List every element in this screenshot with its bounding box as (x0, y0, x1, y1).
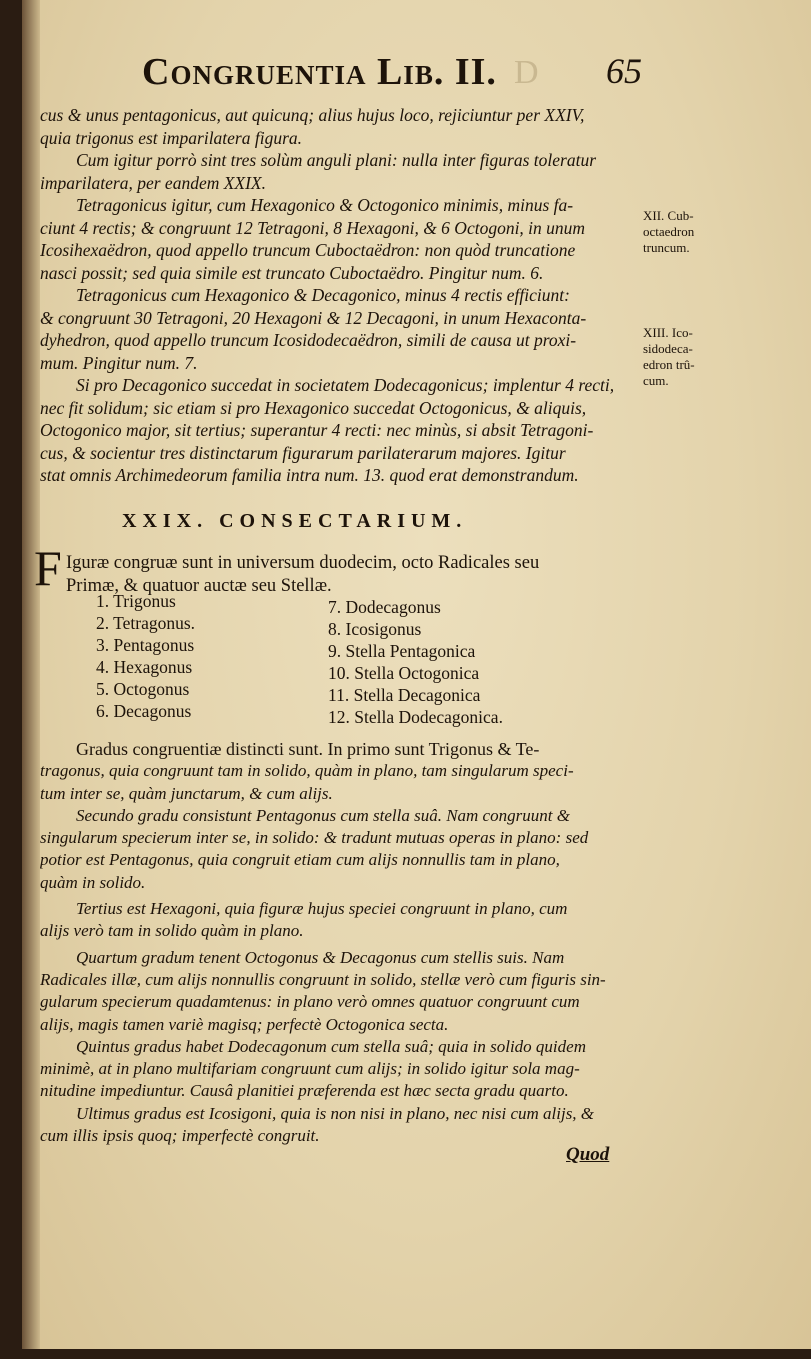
text-line: Icosihexaëdron, quod appello truncum Cuboctaëdron: non quòd truncatione (40, 240, 576, 260)
text-line: cum illis ipsis quoq; imperfectè congruit. (40, 1126, 320, 1146)
text-line: Tertius est Hexagoni, quia figuræ hujus speciei congruunt in plano, cum (76, 899, 568, 919)
text-line: cus & unus pentagonicus, aut quicunq; alius hujus loco, rejiciuntur per XXIV, (40, 105, 585, 125)
text-line: cus, & socientur tres distinctarum figurarum parilaterarum majores. Igitur (40, 442, 566, 463)
list-item: 4. Hexagonus (96, 657, 193, 677)
paragraph (40, 149, 640, 194)
figures-list-left (96, 590, 195, 722)
paragraph (40, 947, 630, 1036)
text-line: Primæ, & quatuor auctæ seu Stellæ. (66, 576, 332, 596)
list-item: 2. Tetragonus. (96, 613, 196, 633)
book-spine-shadow (0, 0, 22, 1359)
text-line: Tetragonicus cum Hexagonico & Decagonico, minus 4 rectis efficiunt: (76, 285, 570, 305)
text-line: Gradus congruentiæ distincti sunt. In primo sunt Trigonus & Te- (76, 739, 540, 759)
marginal-line: XII. Cub- (643, 208, 694, 223)
text-line: potior est Pentagonus, quia congruit etiam cum alijs nonnullis tam in plano, (40, 850, 560, 870)
text-line: tragonus, quia congruunt tam in solido, quàm in plano, tam singularum speci- (40, 761, 574, 781)
marginal-line: XIII. Ico- (643, 325, 693, 340)
paragraph (40, 898, 630, 943)
marginal-note (643, 325, 695, 389)
text-line: imparilatera, per eandem XXIX. (40, 172, 266, 193)
figures-list-right (328, 596, 503, 728)
list-item: 7. Dodecagonus (328, 597, 441, 617)
bleed-through-mark: D (514, 54, 543, 91)
text-line: nec fit solidum; sic etiam si pro Hexagonico succedat Octogonicus, & aliquis, (40, 397, 587, 418)
text-line: Ultimus gradus est Icosigoni, quia is non nisi in plano, nec nisi cum alijs, & (76, 1103, 595, 1123)
text-line: & congruunt 30 Tetragoni, 20 Hexagoni & 12 Decagoni, in unum Hexaconta- (40, 307, 587, 328)
text-line: Si pro Decagonico succedat in societatem Dodecagonicus; implentur 4 recti, (76, 375, 615, 395)
text-line: Radicales illæ, cum alijs nonnullis congruunt in solido, stellæ verò cum figuris sin- (40, 969, 606, 989)
marginal-note (643, 208, 694, 256)
paragraph (40, 1103, 630, 1148)
paragraph (40, 194, 640, 284)
text-line: minimè, at in plano multifariam congruunt cum alijs; in solido igitur sola mag- (40, 1059, 580, 1079)
marginal-line: edron trû- (643, 357, 695, 372)
text-line: Secundo gradu consistunt Pentagonus cum stella suâ. Nam congruunt & (76, 805, 570, 825)
page-bottom-edge (0, 1349, 811, 1359)
list-item: 1. Trigonus (96, 591, 176, 611)
text-line: tum inter se, quàm junctarum, & cum alijs. (40, 783, 333, 803)
text-line: nasci possit; sed quia simile est truncato Cuboctaëdro. Pingitur num. 6. (40, 262, 544, 283)
page-header (0, 44, 811, 104)
paragraph (40, 1036, 630, 1103)
list-item: 9. Stella Pentagonica (328, 641, 476, 661)
top-text-block (40, 104, 640, 487)
list-item: 8. Icosigonus (328, 619, 422, 639)
paragraph (40, 374, 640, 487)
drop-cap: F (34, 540, 62, 596)
text-line: ciunt 4 rectis; & congruunt 12 Tetragoni, 8 Hexagoni, & 6 Octogoni, in unum (40, 217, 586, 238)
list-item: 11. Stella Decagonica (328, 685, 481, 705)
marginal-line: sidodeca- (643, 341, 693, 356)
text-line: Quartum gradum tenent Octogonus & Decagonus cum stellis suis. Nam (76, 947, 565, 967)
paragraph (40, 284, 640, 374)
marginal-line: octaedron (643, 224, 695, 239)
text-line: alijs verò tam in solido quàm in plano. (40, 921, 304, 941)
text-line: Quintus gradus habet Dodecagonum cum stella suâ; quia in solido quidem (76, 1036, 586, 1056)
bottom-text-block (40, 738, 630, 1147)
text-line: alijs, magis tamen variè magisq; perfectè Octogonica secta. (40, 1014, 449, 1034)
list-item: 3. Pentagonus (96, 635, 195, 655)
running-title: Congruentia Lib. II. (142, 51, 497, 93)
list-item: 12. Stella Dodecagonica. (328, 707, 503, 727)
text-line: quia trigonus est imparilatera figura. (40, 127, 303, 148)
list-item: 10. Stella Octogonica (328, 663, 480, 683)
list-item: 5. Octogonus (96, 679, 190, 699)
marginal-line: truncum. (643, 240, 690, 255)
text-line: singularum specierum inter se, in solido: & tradunt mutuas operas in plano: sed (40, 828, 589, 848)
text-line: Iguræ congruæ sunt in universum duodecim, octo Radicales seu (66, 553, 540, 573)
text-line: dyhedron, quod appello truncum Icosidodecaëdron, simili de causa ut proxi- (40, 330, 577, 350)
text-line: mum. Pingitur num. 7. (40, 352, 198, 373)
text-line: stat omnis Archimedeorum familia intra num. 13. quod erat demonstrandum. (40, 465, 579, 485)
text-line: gularum specierum quadamtenus: in plano verò omnes quatuor congruunt cum (40, 992, 580, 1012)
text-line: nitudine impediuntur. Causâ planitiei præferenda est hæc secta gradu quarto. (40, 1081, 569, 1101)
paragraph (40, 104, 640, 149)
text-line: Cum igitur porrò sint tres solùm anguli plani: nulla inter figuras toleratur (76, 150, 597, 170)
paragraph (40, 805, 630, 894)
text-line: Octogonico major, sit tertius; superantur 4 recti: nec minùs, si absit Tetragoni- (40, 420, 594, 440)
catchword: Quod (566, 1144, 610, 1165)
paragraph (40, 738, 630, 805)
list-item: 6. Decagonus (96, 701, 192, 721)
page-gutter (22, 0, 40, 1359)
section-heading: XXIX. CONSECTARIUM. (122, 510, 468, 532)
text-line: quàm in solido. (40, 872, 146, 892)
page-number: 65 (606, 51, 642, 91)
marginal-line: cum. (643, 373, 669, 388)
text-line: Tetragonicus igitur, cum Hexagonico & Octogonico minimis, minus fa- (76, 195, 574, 215)
